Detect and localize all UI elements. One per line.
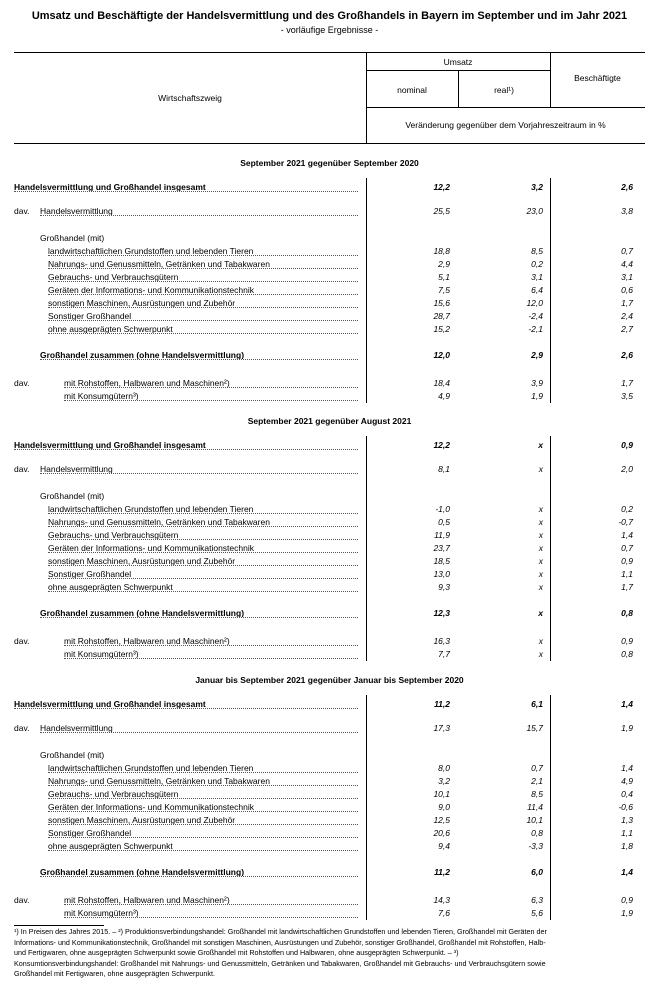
- header-sub-rule: [366, 107, 645, 108]
- row-label: [48, 569, 358, 579]
- value-nominal: 13,0: [433, 569, 450, 579]
- footnote-line: Konsumtionsverbindungshandel: Großhandel mit Nahrungs- und Genussmitteln, Getränken und Tabakwaren, Großhandel mit Gebrauchs- und Verbrauchsgütern sowie: [14, 958, 546, 968]
- value-employees: 0,4: [621, 789, 633, 799]
- row-label-text: mit Rohstoffen, Halbwaren und Maschinen²): [64, 378, 230, 388]
- value-real: 1,9: [531, 391, 543, 401]
- value-employees: 1,9: [621, 723, 633, 733]
- row-label: [14, 440, 358, 450]
- table-row: [0, 440, 659, 451]
- footnote-line: ¹) In Preisen des Jahres 2015. – ²) Produktionsverbindungshandel: Großhandel mit landwirtschaftlichen Grundstoffen und lebenden Tieren, Großhandel mit Geräten der: [14, 927, 547, 936]
- header-umsatz: Umsatz: [443, 57, 473, 67]
- section-title: Januar bis September 2021 gegenüber Januar bis September 2020: [195, 675, 464, 685]
- row-label: [64, 649, 358, 659]
- row-prefix: dav.: [14, 895, 30, 905]
- value-nominal: 2,9: [438, 259, 450, 269]
- value-employees: -0,7: [618, 517, 633, 527]
- row-label: [40, 464, 358, 474]
- value-nominal: 12,0: [433, 350, 450, 360]
- row-label-text: Gebrauchs- und Verbrauchsgütern: [48, 789, 179, 799]
- row-label: [48, 582, 358, 592]
- value-employees: 4,9: [621, 776, 633, 786]
- row-label-text: Handelsvermittlung: [40, 206, 113, 216]
- value-real: 15,7: [526, 723, 543, 733]
- value-nominal: 7,6: [438, 908, 450, 918]
- row-label-text: Geräten der Informations- und Kommunikationstechnik: [48, 285, 254, 295]
- table-row: [0, 298, 659, 309]
- value-nominal: 18,5: [433, 556, 450, 566]
- table-row: [0, 789, 659, 800]
- footnote-rule: [14, 925, 104, 926]
- table-row: [0, 504, 659, 515]
- row-prefix: dav.: [14, 464, 30, 474]
- row-label-text: sonstigen Maschinen, Ausrüstungen und Zubehör: [48, 815, 236, 825]
- row-label-text: mit Konsumgütern³): [64, 649, 139, 659]
- value-nominal: 16,3: [433, 636, 450, 646]
- value-employees: 4,4: [621, 259, 633, 269]
- value-real: 5,6: [531, 908, 543, 918]
- value-employees: 1,4: [621, 530, 633, 540]
- value-nominal: 9,3: [438, 582, 450, 592]
- value-real: 6,0: [531, 867, 543, 877]
- value-employees: 0,9: [621, 636, 633, 646]
- value-real: 6,4: [531, 285, 543, 295]
- row-label: [48, 285, 358, 295]
- header-wirtschaftszweig: Wirtschaftszweig: [158, 93, 222, 103]
- row-label: [64, 895, 358, 905]
- value-nominal: 7,5: [438, 285, 450, 295]
- row-label-text: Sonstiger Großhandel: [48, 828, 132, 838]
- value-employees: 1,1: [621, 569, 633, 579]
- value-nominal: 15,2: [433, 324, 450, 334]
- table-row: [0, 556, 659, 567]
- value-real: x: [538, 608, 543, 618]
- value-employees: 0,9: [621, 440, 633, 450]
- row-label: [40, 723, 358, 733]
- value-nominal: 15,6: [433, 298, 450, 308]
- row-label-text: Sonstiger Großhandel: [48, 311, 132, 321]
- value-real: x: [538, 440, 543, 450]
- table-row: [0, 649, 659, 660]
- value-real: 12,0: [526, 298, 543, 308]
- value-employees: 0,8: [621, 608, 633, 618]
- table-row: [0, 895, 659, 906]
- row-label-text: Handelsvermittlung und Großhandel insgesamt: [14, 440, 206, 450]
- value-employees: 0,8: [621, 649, 633, 659]
- value-employees: 2,6: [621, 182, 633, 192]
- row-label-text: sonstigen Maschinen, Ausrüstungen und Zubehör: [48, 556, 236, 566]
- value-real: 0,8: [531, 828, 543, 838]
- value-real: x: [538, 556, 543, 566]
- value-real: 2,1: [531, 776, 543, 786]
- header-nominal: nominal: [397, 85, 427, 95]
- table-row: [0, 841, 659, 852]
- value-real: -3,3: [528, 841, 543, 851]
- header-real: real¹): [494, 85, 514, 95]
- value-employees: 2,6: [621, 350, 633, 360]
- value-employees: 1,4: [621, 699, 633, 709]
- row-label: [48, 543, 358, 553]
- row-label: [14, 182, 358, 192]
- row-label-text: Großhandel (mit): [40, 750, 105, 760]
- value-employees: 2,0: [621, 464, 633, 474]
- table-row: [0, 582, 659, 593]
- value-real: 6,3: [531, 895, 543, 905]
- value-nominal: 23,7: [433, 543, 450, 553]
- row-label-text: ohne ausgeprägten Schwerpunkt: [48, 324, 173, 334]
- value-real: x: [538, 543, 543, 553]
- value-nominal: 7,7: [438, 649, 450, 659]
- row-label-text: sonstigen Maschinen, Ausrüstungen und Zubehör: [48, 298, 236, 308]
- table-row: [0, 908, 659, 919]
- row-label-text: landwirtschaftlichen Grundstoffen und lebenden Tieren: [48, 763, 254, 773]
- row-label: [48, 530, 358, 540]
- value-real: x: [538, 517, 543, 527]
- footnote-line: Großhandel mit Fertigwaren, ohne ausgeprägten Schwerpunkt.: [14, 969, 215, 978]
- value-employees: 1,4: [621, 867, 633, 877]
- row-label-text: Nahrungs- und Genussmitteln, Getränken und Tabakwaren: [48, 259, 270, 269]
- value-nominal: 8,0: [438, 763, 450, 773]
- value-real: x: [538, 649, 543, 659]
- row-label-text: Nahrungs- und Genussmitteln, Getränken und Tabakwaren: [48, 517, 270, 527]
- value-real: x: [538, 569, 543, 579]
- row-label: [40, 491, 340, 502]
- row-label-text: Großhandel zusammen (ohne Handelsvermittlung): [40, 350, 245, 360]
- value-nominal: 9,0: [438, 802, 450, 812]
- row-label-text: Gebrauchs- und Verbrauchsgütern: [48, 272, 179, 282]
- value-real: 0,7: [531, 763, 543, 773]
- value-real: 8,5: [531, 789, 543, 799]
- value-real: 8,5: [531, 246, 543, 256]
- table-row: [0, 311, 659, 322]
- row-label: [40, 867, 358, 877]
- row-label: [40, 233, 340, 244]
- row-label-text: Großhandel zusammen (ohne Handelsvermittlung): [40, 867, 245, 877]
- row-label: [48, 815, 358, 825]
- value-real: -2,4: [528, 311, 543, 321]
- value-nominal: 20,6: [433, 828, 450, 838]
- row-label: [64, 908, 358, 918]
- footnote-line: Informations- und Kommunikationstechnik, Großhandel mit sonstigen Maschinen, Ausrüstungen und Zubehör, sonstiger Großhandel, Großhandel mit Rohstoffen, Halb-: [14, 937, 546, 947]
- value-employees: 0,9: [621, 556, 633, 566]
- value-employees: 1,3: [621, 815, 633, 825]
- footnote-line: und Fertigwaren, ohne ausgeprägten Schwerpunkt sowie Großhandel mit Rohstoffen und Halbwaren, ohne ausgeprägten Schwerpunkt. – ³): [14, 948, 459, 957]
- row-label-text: ohne ausgeprägten Schwerpunkt: [48, 841, 173, 851]
- header-beschaeftigte: Beschäftigte: [574, 73, 621, 83]
- value-real: 11,4: [527, 802, 543, 812]
- value-real: -2,1: [528, 324, 543, 334]
- row-label: [48, 789, 358, 799]
- table-row: [0, 391, 659, 402]
- row-label: [40, 750, 340, 761]
- row-prefix: dav.: [14, 636, 30, 646]
- value-employees: 0,7: [621, 246, 633, 256]
- value-real: 2,9: [531, 350, 543, 360]
- row-label: [40, 206, 358, 216]
- table-row: [0, 608, 659, 619]
- header-veraenderung: Veränderung gegenüber dem Vorjahreszeitraum in %: [405, 120, 606, 130]
- row-label-text: Gebrauchs- und Verbrauchsgütern: [48, 530, 179, 540]
- table-row: [0, 636, 659, 647]
- row-label: [48, 259, 358, 269]
- row-label: [14, 699, 358, 709]
- table-row: [0, 828, 659, 839]
- value-employees: 0,2: [621, 504, 633, 514]
- row-label: [48, 828, 358, 838]
- value-nominal: 5,1: [438, 272, 450, 282]
- value-real: 23,0: [526, 206, 543, 216]
- table-row: [0, 867, 659, 878]
- value-nominal: 10,1: [433, 789, 450, 799]
- header-umsatz-rule: [366, 70, 550, 71]
- row-label-text: landwirtschaftlichen Grundstoffen und lebenden Tieren: [48, 504, 254, 514]
- value-nominal: 4,9: [438, 391, 450, 401]
- row-label: [48, 504, 358, 514]
- table-row: [0, 543, 659, 554]
- value-real: 6,1: [531, 699, 543, 709]
- row-label: [48, 776, 358, 786]
- row-label-text: Geräten der Informations- und Kommunikationstechnik: [48, 543, 254, 553]
- value-real: 3,9: [531, 378, 543, 388]
- value-real: x: [538, 636, 543, 646]
- row-label: [48, 802, 358, 812]
- table-row: [0, 285, 659, 296]
- value-nominal: 12,3: [433, 608, 450, 618]
- value-nominal: 0,5: [438, 517, 450, 527]
- page-title: Umsatz und Beschäftigte der Handelsvermittlung und des Großhandels in Bayern im September und im Jahr 2021: [31, 10, 628, 22]
- value-nominal: 18,4: [433, 378, 450, 388]
- table-row: [0, 246, 659, 257]
- table-row: [0, 750, 659, 761]
- row-prefix: dav.: [14, 206, 30, 216]
- value-employees: 1,4: [621, 763, 633, 773]
- row-label-text: Großhandel (mit): [40, 233, 105, 243]
- value-employees: 1,7: [621, 298, 633, 308]
- value-real: 3,2: [531, 182, 543, 192]
- row-label: [40, 350, 358, 360]
- row-label-text: mit Konsumgütern³): [64, 908, 139, 918]
- table-row: [0, 272, 659, 283]
- table-row: [0, 259, 659, 270]
- row-label-text: mit Rohstoffen, Halbwaren und Maschinen²): [64, 895, 230, 905]
- value-real: x: [538, 582, 543, 592]
- value-employees: -0,6: [618, 802, 633, 812]
- value-employees: 2,4: [621, 311, 633, 321]
- table-row: [0, 763, 659, 774]
- row-prefix: dav.: [14, 723, 30, 733]
- value-employees: 3,8: [621, 206, 633, 216]
- header-bottom-rule: [14, 143, 645, 144]
- value-nominal: 17,3: [433, 723, 450, 733]
- value-nominal: 25,5: [433, 206, 450, 216]
- row-label-text: Handelsvermittlung: [40, 464, 113, 474]
- value-nominal: 12,2: [433, 440, 450, 450]
- value-nominal: -1,0: [435, 504, 450, 514]
- section-title: September 2021 gegenüber August 2021: [247, 416, 412, 426]
- row-prefix: dav.: [14, 378, 30, 388]
- row-label-text: Nahrungs- und Genussmitteln, Getränken und Tabakwaren: [48, 776, 270, 786]
- value-employees: 1,1: [621, 828, 633, 838]
- table-row: [0, 464, 659, 475]
- row-label: [48, 763, 358, 773]
- table-row: [0, 350, 659, 361]
- row-label-text: Großhandel zusammen (ohne Handelsvermittlung): [40, 608, 245, 618]
- row-label-text: Handelsvermittlung und Großhandel insgesamt: [14, 699, 206, 709]
- value-nominal: 11,2: [434, 867, 450, 877]
- value-employees: 1,7: [621, 378, 633, 388]
- value-employees: 2,7: [621, 324, 633, 334]
- row-label-text: ohne ausgeprägten Schwerpunkt: [48, 582, 173, 592]
- table-row: [0, 182, 659, 193]
- row-label: [64, 378, 358, 388]
- value-nominal: 11,9: [434, 530, 450, 540]
- row-label: [48, 298, 358, 308]
- value-employees: 3,5: [621, 391, 633, 401]
- value-nominal: 8,1: [438, 464, 450, 474]
- value-employees: 1,7: [621, 582, 633, 592]
- row-label-text: Sonstiger Großhandel: [48, 569, 132, 579]
- row-label: [48, 311, 358, 321]
- table-row: [0, 530, 659, 541]
- row-label-text: Großhandel (mit): [40, 491, 105, 501]
- value-nominal: 14,3: [433, 895, 450, 905]
- table-row: [0, 206, 659, 217]
- row-label-text: Geräten der Informations- und Kommunikationstechnik: [48, 802, 254, 812]
- value-real: x: [538, 530, 543, 540]
- value-employees: 0,7: [621, 543, 633, 553]
- value-nominal: 18,8: [433, 246, 450, 256]
- table-row: [0, 378, 659, 389]
- value-nominal: 11,2: [434, 699, 450, 709]
- value-nominal: 3,2: [438, 776, 450, 786]
- value-real: 10,1: [526, 815, 543, 825]
- table-row: [0, 723, 659, 734]
- value-real: 0,2: [531, 259, 543, 269]
- value-employees: 1,8: [621, 841, 633, 851]
- table-row: [0, 802, 659, 813]
- row-label: [48, 841, 358, 851]
- value-nominal: 12,5: [433, 815, 450, 825]
- table-row: [0, 517, 659, 528]
- row-label: [64, 636, 358, 646]
- value-employees: 0,6: [621, 285, 633, 295]
- row-label-text: mit Rohstoffen, Halbwaren und Maschinen²): [64, 636, 230, 646]
- row-label: [48, 556, 358, 566]
- value-employees: 1,9: [621, 908, 633, 918]
- section-title: September 2021 gegenüber September 2020: [240, 158, 419, 168]
- row-label-text: Handelsvermittlung und Großhandel insgesamt: [14, 182, 206, 192]
- footnotes: [14, 927, 644, 980]
- table-row: [0, 491, 659, 502]
- row-label: [48, 324, 358, 334]
- table-row: [0, 699, 659, 710]
- row-label: [64, 391, 358, 401]
- row-label-text: landwirtschaftlichen Grundstoffen und lebenden Tieren: [48, 246, 254, 256]
- row-label-text: Handelsvermittlung: [40, 723, 113, 733]
- table-row: [0, 776, 659, 787]
- row-label: [48, 272, 358, 282]
- value-nominal: 28,7: [433, 311, 450, 321]
- value-real: x: [538, 504, 543, 514]
- table-row: [0, 233, 659, 244]
- table-row: [0, 324, 659, 335]
- row-label-text: mit Konsumgütern³): [64, 391, 139, 401]
- table-row: [0, 569, 659, 580]
- value-nominal: 9,4: [438, 841, 450, 851]
- value-nominal: 12,2: [433, 182, 450, 192]
- row-label: [48, 246, 358, 256]
- row-label: [48, 517, 358, 527]
- value-employees: 0,9: [621, 895, 633, 905]
- page-subtitle: - vorläufige Ergebnisse -: [280, 25, 379, 35]
- value-real: 3,1: [531, 272, 543, 282]
- row-label: [40, 608, 358, 618]
- value-employees: 3,1: [621, 272, 633, 282]
- table-row: [0, 815, 659, 826]
- value-real: x: [538, 464, 543, 474]
